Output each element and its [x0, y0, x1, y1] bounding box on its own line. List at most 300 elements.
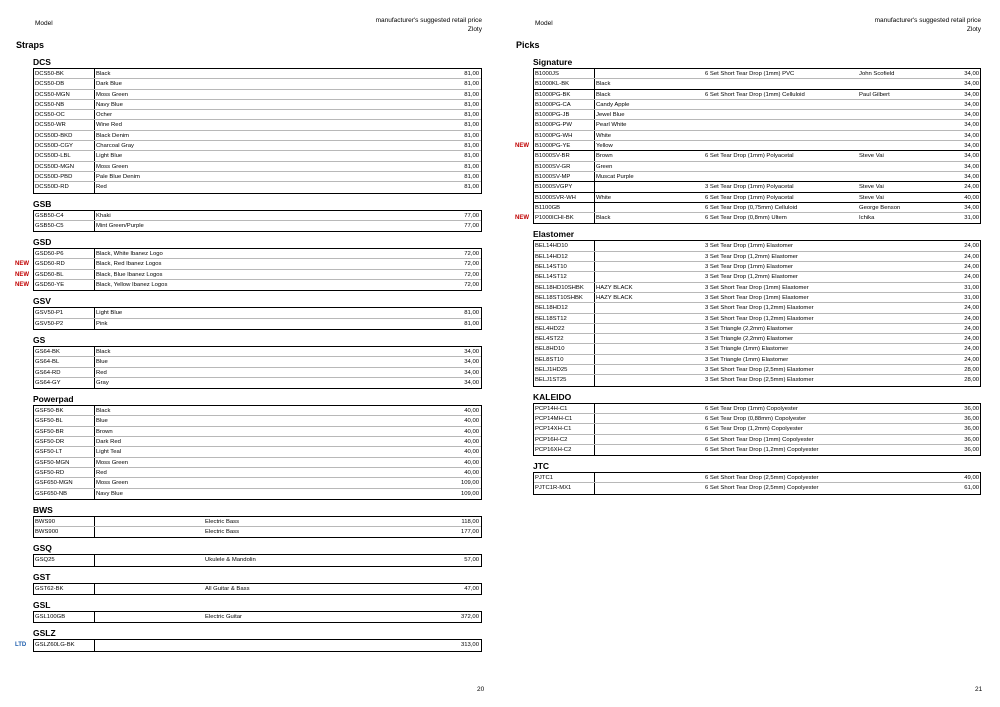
artist-cell: Paul Gilbert: [859, 91, 890, 98]
price-cell: 81,00: [464, 320, 479, 327]
table-row: [34, 120, 481, 130]
model-cell: DCS50-MGN: [34, 90, 95, 99]
application-cell: [205, 270, 425, 279]
application-cell: [205, 406, 425, 415]
table-row: [534, 424, 980, 434]
price-cell: 40,00: [964, 194, 979, 201]
price-cell: 40,00: [464, 408, 479, 415]
color-cell: [595, 375, 705, 385]
table-row: [34, 437, 481, 447]
artist-cell: [859, 262, 945, 271]
model-cell: DCS50D-RD: [34, 182, 95, 192]
new-badge: NEW: [515, 143, 529, 150]
price-cell: 40,00: [464, 459, 479, 466]
color-cell: [595, 404, 705, 413]
table-row: [34, 468, 481, 478]
product-table: [33, 405, 482, 500]
model-cell: GS64-BL: [34, 357, 95, 366]
table-row: [534, 241, 980, 251]
model-cell: GSF650-MGN: [34, 478, 95, 487]
artist-cell: [859, 424, 945, 433]
price-cell: 118,00: [461, 518, 479, 525]
model-cell: B1000JS: [534, 69, 595, 78]
color-cell: Gray: [96, 379, 109, 386]
table-row: [34, 69, 481, 79]
pack-description-cell: 3 Set Triangle (2,2mm) Elastomer: [705, 325, 794, 332]
model-cell: GSF50-LT: [34, 447, 95, 456]
model-cell: DCS50-BK: [34, 69, 95, 78]
application-cell: [205, 110, 425, 119]
model-cell: BEL14ST12: [534, 272, 595, 281]
model-cell: PCP14H-C1: [534, 404, 595, 413]
category-title: Picks: [516, 40, 540, 50]
pack-description-cell: [705, 110, 859, 119]
price-cell: 36,00: [964, 446, 979, 453]
pack-description-cell: 6 Set Short Tear Drop (1mm) Celluloid: [705, 91, 805, 98]
table-row: [534, 303, 980, 313]
price-cell: 34,00: [464, 348, 479, 355]
table-row: [534, 445, 980, 455]
table-row: [34, 110, 481, 120]
artist-cell: [859, 172, 945, 181]
artist-cell: [859, 241, 945, 250]
price-cell: 49,00: [964, 475, 979, 482]
model-cell: DCS50D-MGN: [34, 162, 95, 171]
price-cell: 28,00: [964, 377, 979, 384]
model-cell: GS64-BK: [34, 347, 95, 356]
price-cell: 77,00: [464, 212, 479, 219]
color-cell: Muscat Purple: [596, 173, 634, 180]
table-row: [34, 447, 481, 457]
application-cell: [205, 458, 425, 467]
price-cell: 31,00: [964, 294, 979, 301]
pack-description-cell: 3 Set Tear Drop (1,2mm) Elastomer: [705, 253, 798, 260]
product-table: [33, 346, 482, 389]
price-cell: 24,00: [964, 184, 979, 191]
product-table: [33, 554, 482, 566]
model-cell: PCP14MH-C1: [534, 414, 595, 423]
table-row: [534, 414, 980, 424]
group-gsb: [33, 199, 482, 233]
price-cell: 34,00: [964, 163, 979, 170]
color-cell: [95, 584, 205, 594]
table-row: [534, 272, 980, 282]
color-cell: Black: [596, 91, 611, 98]
section-title: DCS: [33, 57, 51, 67]
artist-cell: [859, 404, 945, 413]
model-cell: GSF50-MGN: [34, 458, 95, 467]
model-cell: GSB50-C4: [34, 211, 95, 220]
color-cell: Black: [596, 81, 611, 88]
pack-description-cell: 6 Set Tear Drop (1mm) Copolyester: [705, 405, 798, 412]
table-row: [34, 527, 481, 537]
table-row: [534, 162, 980, 172]
product-table: [33, 583, 482, 595]
model-cell: B1000PG-BK: [534, 90, 595, 99]
price-cell: 36,00: [964, 426, 979, 433]
color-cell: Green: [596, 163, 613, 170]
artist-cell: [859, 375, 945, 385]
table-row: [534, 100, 980, 110]
price-cell: 34,00: [964, 143, 979, 150]
color-cell: [595, 182, 705, 191]
price-cell: 24,00: [964, 243, 979, 250]
model-cell: BEL4HD22: [534, 324, 595, 333]
product-table: [33, 210, 482, 233]
color-cell: Black, Yellow Ibanez Logos: [96, 282, 168, 289]
price-cell: 34,00: [964, 91, 979, 98]
color-cell: [595, 252, 705, 261]
model-cell: GSF50-BL: [34, 416, 95, 425]
table-row: [534, 252, 980, 262]
pack-description-cell: 6 Set Tear Drop (0,88mm) Copolyester: [705, 415, 807, 422]
table-row: [534, 283, 980, 293]
model-cell: PJTC1: [534, 473, 595, 482]
price-cell: 81,00: [464, 184, 479, 191]
model-cell: PJTC1R-MX1: [534, 483, 595, 493]
artist-cell: [859, 365, 945, 374]
application-cell: [205, 308, 425, 317]
color-cell: Black, Red Ibanez Logos: [96, 261, 162, 268]
price-cell: 34,00: [964, 173, 979, 180]
pack-description-cell: [705, 100, 859, 109]
application-cell: [205, 141, 425, 150]
model-cell: B1000PG-YE: [534, 141, 595, 150]
product-table: [533, 403, 981, 456]
price-cell: 24,00: [964, 305, 979, 312]
price-cell: 24,00: [964, 315, 979, 322]
model-cell: DCS50-OC: [34, 110, 95, 119]
pack-description-cell: [705, 141, 859, 150]
artist-cell: [859, 435, 945, 444]
price-cell: 34,00: [964, 132, 979, 139]
table-row: [34, 427, 481, 437]
pack-description-cell: 3 Set Short Tear Drop (1,2mm) Elastomer: [705, 305, 814, 312]
color-cell: Black, White Ibanez Logo: [96, 251, 163, 258]
price-cell: 24,00: [964, 274, 979, 281]
model-cell: GST62-BK: [34, 584, 95, 594]
color-cell: Light Blue: [96, 310, 123, 317]
product-table: [15, 248, 482, 291]
pack-description-cell: 3 Set Triangle (1mm) Elastomer: [705, 346, 789, 353]
model-cell: DCS50D-PBD: [34, 172, 95, 181]
artist-cell: [859, 141, 945, 150]
price-cell: 34,00: [964, 204, 979, 211]
price-column-header: [376, 16, 482, 34]
color-cell: [95, 517, 205, 526]
color-cell: Moss Green: [96, 163, 129, 170]
price-cell: 72,00: [464, 271, 479, 278]
new-badge: NEW: [15, 271, 29, 278]
table-row: [534, 69, 980, 79]
application-cell: [205, 131, 425, 140]
table-row: [534, 203, 980, 213]
section-title: Elastomer: [533, 229, 575, 240]
artist-cell: Steve Vai: [859, 153, 884, 160]
price-header-line2: Zloty: [467, 26, 482, 33]
table-row: [34, 489, 481, 499]
pack-description-cell: [705, 131, 859, 140]
application-cell: [205, 640, 425, 650]
group-gst: [33, 572, 482, 595]
color-cell: [595, 445, 705, 455]
pack-description-cell: 6 Set Short Tear Drop (2,5mm) Copolyester: [705, 475, 819, 482]
price-cell: 72,00: [464, 251, 479, 258]
color-cell: Black Denim: [96, 132, 130, 139]
artist-cell: [859, 303, 945, 312]
application-cell: [205, 368, 425, 377]
color-cell: [595, 483, 705, 493]
table-row: [534, 193, 980, 203]
pack-description-cell: 3 Set Tear Drop (1mm) Elastomer: [705, 264, 793, 271]
model-cell: B1000SV-GR: [534, 162, 595, 171]
color-cell: Blue: [96, 418, 108, 425]
application-cell: [205, 151, 425, 160]
table-row: [34, 182, 481, 192]
application-cell: [205, 69, 425, 78]
product-table: [33, 68, 482, 194]
price-cell: 313,00: [460, 642, 479, 649]
table-row: [534, 334, 980, 344]
pack-description-cell: 3 Set Short Tear Drop (1mm) Elastomer: [705, 294, 809, 301]
table-row: [534, 344, 980, 354]
group-kaleido: [533, 392, 981, 456]
color-cell: Light Blue: [96, 153, 123, 160]
product-table: [533, 240, 981, 386]
color-cell: Black, Blue Ibanez Logos: [96, 271, 163, 278]
category-title: Straps: [16, 40, 45, 50]
table-row: [34, 357, 481, 367]
table-row: [15, 270, 481, 280]
pack-description-cell: 3 Set Short Tear Drop (2,5mm) Elastomer: [705, 367, 814, 374]
application-cell: Electric Bass: [205, 518, 240, 525]
model-cell: GSV50-P2: [34, 319, 95, 329]
model-cell: GSQ25: [34, 555, 95, 565]
table-row: [15, 259, 481, 269]
price-cell: 177,00: [460, 529, 479, 536]
model-cell: GS64-GY: [34, 378, 95, 388]
color-cell: [595, 69, 705, 78]
price-cell: 40,00: [464, 469, 479, 476]
new-badge: NEW: [15, 282, 29, 289]
table-row: [34, 151, 481, 161]
product-table: [33, 611, 482, 623]
color-cell: Dark Blue: [96, 81, 122, 88]
price-cell: 34,00: [464, 379, 479, 386]
group-elastomer: [533, 229, 981, 386]
group-powerpad: [33, 394, 482, 500]
table-row: [34, 221, 481, 231]
color-cell: [595, 473, 705, 482]
color-cell: [95, 612, 205, 622]
model-cell: GSF50-RD: [34, 468, 95, 477]
model-cell: GSF50-DR: [34, 437, 95, 446]
table-row: [15, 640, 481, 650]
color-cell: Brown: [596, 153, 613, 160]
color-cell: [95, 555, 205, 565]
price-cell: 372,00: [460, 613, 479, 620]
color-cell: [595, 314, 705, 323]
table-row: [534, 483, 980, 493]
model-column-header: Model: [35, 20, 53, 27]
color-cell: Red: [96, 469, 107, 476]
pack-description-cell: 3 Set Triangle (2,2mm) Elastomer: [705, 336, 794, 343]
table-row: [534, 110, 980, 120]
model-cell: P1000ICHI-BK: [534, 213, 595, 223]
model-cell: B1000KL-BK: [534, 79, 595, 88]
application-cell: [205, 478, 425, 487]
model-cell: BEL14HD10: [534, 241, 595, 250]
color-cell: [595, 435, 705, 444]
section-title: GSB: [33, 198, 52, 209]
artist-cell: [859, 483, 945, 493]
price-cell: 109,00: [460, 480, 479, 487]
table-row: [34, 141, 481, 151]
new-badge: NEW: [15, 261, 29, 268]
section-title: BWS: [33, 504, 53, 515]
group-jtc: [533, 461, 981, 495]
color-cell: [595, 272, 705, 281]
color-cell: Red: [96, 369, 107, 376]
price-cell: 34,00: [964, 153, 979, 160]
pack-description-cell: [705, 120, 859, 129]
page-number: 20: [477, 686, 485, 693]
product-table: [533, 472, 981, 495]
application-cell: Ukulele & Mandolin: [205, 557, 256, 564]
model-cell: PCP16H-C2: [534, 435, 595, 444]
model-cell: GSL100GB: [34, 612, 95, 622]
group-gsq: [33, 543, 482, 566]
table-row: [34, 368, 481, 378]
model-cell: BEL14HD12: [534, 252, 595, 261]
price-header-line1: manufacturer's suggested retail price: [375, 17, 482, 24]
application-cell: [205, 347, 425, 356]
table-row: [534, 120, 980, 130]
model-cell: BEL8HD10: [534, 344, 595, 353]
table-row: [34, 555, 481, 565]
model-cell: BEL4ST22: [534, 334, 595, 343]
model-cell: PCP14XH-C1: [534, 424, 595, 433]
section-title: GS: [33, 334, 46, 345]
color-cell: Khaki: [96, 212, 111, 219]
pack-description-cell: 3 Set Tear Drop (1mm) Elastomer: [705, 243, 793, 250]
price-cell: 77,00: [464, 222, 479, 229]
application-cell: [205, 280, 425, 290]
artist-cell: [859, 110, 945, 119]
artist-cell: [859, 344, 945, 353]
table-row: [534, 314, 980, 324]
color-cell: [595, 414, 705, 423]
price-cell: 81,00: [464, 81, 479, 88]
new-badge: NEW: [515, 215, 529, 222]
page-number: 21: [975, 686, 983, 693]
artist-cell: [859, 120, 945, 129]
color-cell: Pale Blue Denim: [96, 173, 140, 180]
pack-description-cell: 3 Set Short Tear Drop (1,2mm) Elastomer: [705, 315, 814, 322]
model-cell: B1000SV-BR: [534, 151, 595, 160]
table-row: [34, 612, 481, 622]
pack-description-cell: [705, 79, 859, 88]
table-row: [15, 280, 481, 290]
price-cell: 34,00: [964, 112, 979, 119]
price-cell: 28,00: [964, 367, 979, 374]
color-cell: Red: [96, 184, 107, 191]
application-cell: [205, 489, 425, 499]
price-cell: 81,00: [464, 112, 479, 119]
price-cell: 34,00: [964, 81, 979, 88]
model-cell: BWS90: [34, 517, 95, 526]
pack-description-cell: [705, 162, 859, 171]
model-cell: BEL18ST12: [534, 314, 595, 323]
group-bws: [33, 505, 482, 539]
product-table: [515, 68, 981, 224]
pack-description-cell: 6 Set Tear Drop (1mm) Polyacetal: [705, 153, 794, 160]
application-cell: [205, 378, 425, 388]
model-cell: B1000PG-PW: [534, 120, 595, 129]
section-title: GSQ: [33, 543, 52, 554]
artist-cell: [859, 162, 945, 171]
color-cell: Candy Apple: [596, 101, 630, 108]
model-cell: GSF50-BK: [34, 406, 95, 415]
model-cell: DCS50D-CGY: [34, 141, 95, 150]
section-title: Powerpad: [33, 394, 74, 405]
price-cell: 24,00: [964, 346, 979, 353]
table-row: [34, 308, 481, 318]
price-cell: 40,00: [464, 418, 479, 425]
straps-list: [15, 57, 482, 657]
application-cell: [205, 447, 425, 456]
price-header-line1: manufacturer's suggested retail price: [874, 17, 981, 24]
color-cell: Black: [96, 348, 111, 355]
section-gap: [33, 652, 482, 657]
model-cell: B1000PG-WH: [534, 131, 595, 140]
pack-description-cell: 3 Set Short Tear Drop (2,5mm) Elastomer: [705, 377, 814, 384]
price-cell: 40,00: [464, 439, 479, 446]
model-cell: GSV50-P1: [34, 308, 95, 317]
color-cell: [595, 303, 705, 312]
model-cell: DCS50-DB: [34, 79, 95, 88]
price-cell: 72,00: [464, 282, 479, 289]
price-column-header: [875, 16, 981, 34]
model-cell: GSD50-BL: [34, 270, 95, 279]
table-row: [34, 249, 481, 259]
artist-cell: [859, 283, 945, 292]
model-cell: GSF650-NB: [34, 489, 95, 499]
price-cell: 34,00: [964, 101, 979, 108]
price-cell: 36,00: [964, 405, 979, 412]
artist-cell: [859, 355, 945, 364]
section-title: KALEIDO: [533, 391, 572, 402]
color-cell: Moss Green: [96, 459, 129, 466]
table-row: [534, 182, 980, 192]
table-row: [534, 404, 980, 414]
color-cell: Yellow: [596, 143, 613, 150]
artist-cell: [859, 414, 945, 423]
color-cell: Charcoal Gray: [96, 143, 134, 150]
table-row: [534, 262, 980, 272]
pack-description-cell: 6 Set Tear Drop (1mm) Polyacetal: [705, 194, 794, 201]
table-row: [34, 458, 481, 468]
model-cell: GS64-RD: [34, 368, 95, 377]
artist-cell: [859, 131, 945, 140]
table-row: [34, 517, 481, 527]
color-cell: Dark Red: [96, 439, 121, 446]
price-cell: 81,00: [464, 132, 479, 139]
section-title: GSLZ: [33, 628, 56, 639]
price-cell: 61,00: [964, 485, 979, 492]
table-row: [34, 211, 481, 221]
section-title: GSV: [33, 296, 51, 307]
